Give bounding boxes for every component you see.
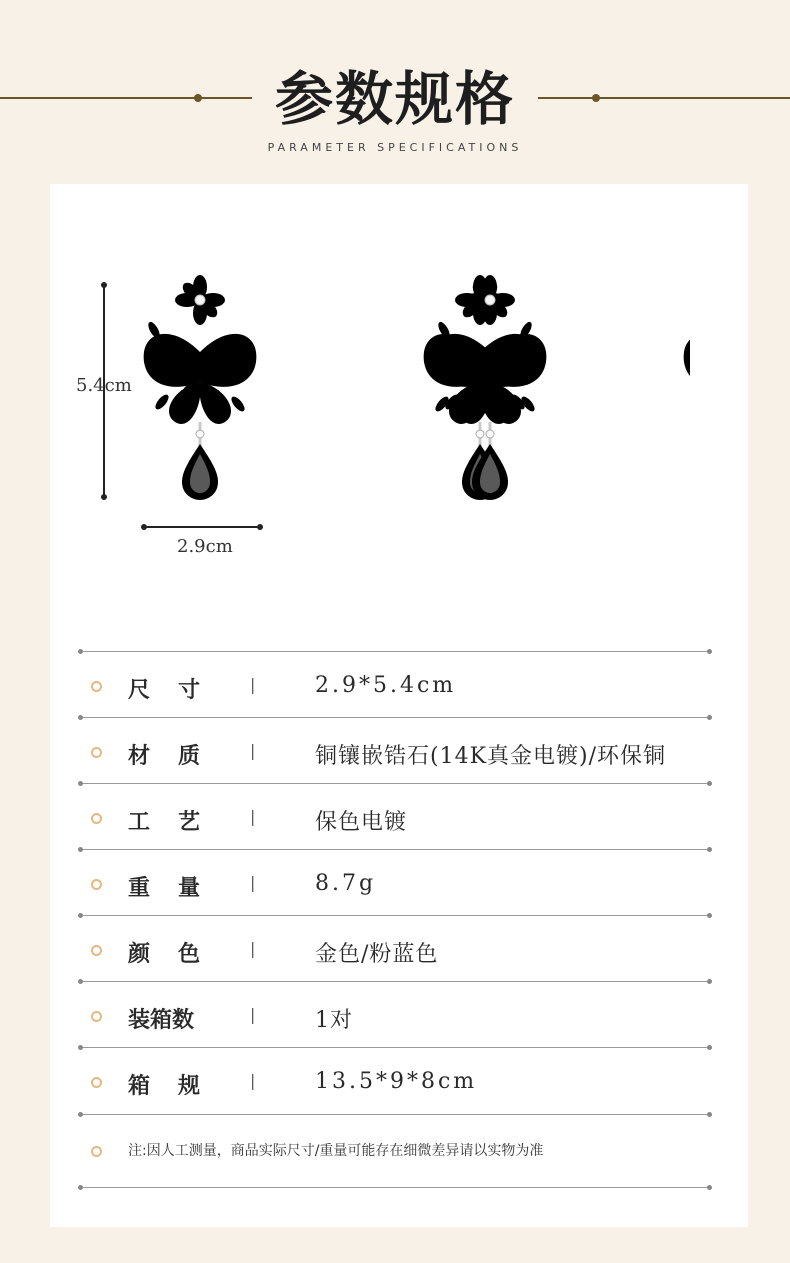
bullet-icon bbox=[91, 945, 102, 956]
header-dot-left bbox=[194, 94, 202, 102]
table-separator bbox=[80, 1187, 710, 1188]
spec-value: 2.9*5.4cm bbox=[315, 673, 457, 698]
width-dimension-line bbox=[143, 526, 261, 528]
spec-value: 铜镶嵌锆石(14K真金电镀)/环保铜 bbox=[315, 744, 667, 769]
header-line-left bbox=[0, 97, 200, 99]
silver-earring-left bbox=[434, 275, 547, 500]
width-dimension-dot-left bbox=[141, 524, 147, 530]
measurement-note: 注:因人工测量，商品实际尺寸/重量可能存在细微差异请以实物为准 bbox=[128, 1143, 544, 1159]
height-dimension-dot-top bbox=[101, 282, 107, 288]
width-dimension-dot-right bbox=[257, 524, 263, 530]
spec-label: 尺寸 bbox=[128, 677, 229, 703]
separator-bar: | bbox=[250, 1071, 256, 1090]
silver-earring-right bbox=[684, 275, 690, 500]
spec-row-weight bbox=[80, 865, 710, 905]
bullet-icon bbox=[91, 1146, 102, 1157]
table-separator bbox=[80, 651, 710, 652]
header-line-right-inner bbox=[538, 97, 596, 99]
table-separator bbox=[80, 1047, 710, 1048]
table-separator bbox=[80, 1114, 710, 1115]
width-label: 2.9cm bbox=[177, 536, 233, 557]
separator-bar: | bbox=[250, 675, 256, 694]
separator-bar: | bbox=[250, 807, 256, 826]
page-subtitle: PARAMETER SPECIFICATIONS bbox=[267, 141, 523, 154]
spec-label: 装箱数 bbox=[128, 1007, 195, 1033]
spec-row-material bbox=[80, 733, 710, 773]
separator-bar: | bbox=[250, 1005, 256, 1024]
bullet-icon bbox=[91, 813, 102, 824]
butterfly-earrings-image bbox=[130, 272, 690, 502]
spec-value: 保色电镀 bbox=[315, 810, 408, 835]
spec-label: 颜色 bbox=[128, 941, 229, 967]
gold-earring-left bbox=[144, 275, 257, 500]
separator-bar: | bbox=[250, 873, 256, 892]
header bbox=[0, 0, 790, 180]
bullet-icon bbox=[91, 681, 102, 692]
height-label: 5.4cm bbox=[76, 375, 132, 396]
spec-value: 13.5*9*8cm bbox=[315, 1069, 478, 1094]
header-line-right bbox=[596, 97, 790, 99]
bullet-icon bbox=[91, 747, 102, 758]
bullet-icon bbox=[91, 1077, 102, 1088]
spec-value: 8.7g bbox=[315, 871, 377, 896]
spec-row-color bbox=[80, 931, 710, 971]
table-separator bbox=[80, 981, 710, 982]
note-row bbox=[80, 1138, 710, 1168]
table-separator bbox=[80, 849, 710, 850]
table-separator bbox=[80, 915, 710, 916]
separator-bar: | bbox=[250, 939, 256, 958]
header-line-left-inner bbox=[200, 97, 252, 99]
spec-label: 箱规 bbox=[128, 1073, 229, 1099]
spec-label: 重量 bbox=[128, 875, 229, 901]
spec-row-size bbox=[80, 667, 710, 707]
spec-row-packing-count bbox=[80, 997, 710, 1037]
header-dot-right bbox=[592, 94, 600, 102]
bullet-icon bbox=[91, 1011, 102, 1022]
spec-value: 金色/粉蓝色 bbox=[315, 942, 439, 967]
bullet-icon bbox=[91, 879, 102, 890]
table-separator bbox=[80, 717, 710, 718]
height-dimension-dot-bottom bbox=[101, 494, 107, 500]
spec-label: 工艺 bbox=[128, 809, 229, 835]
spec-row-craft bbox=[80, 799, 710, 839]
table-separator bbox=[80, 783, 710, 784]
spec-label: 材质 bbox=[128, 743, 229, 769]
separator-bar: | bbox=[250, 741, 256, 760]
spec-row-box-size bbox=[80, 1063, 710, 1103]
spec-value: 1对 bbox=[315, 1008, 353, 1033]
page-title: 参数规格 bbox=[274, 65, 515, 133]
